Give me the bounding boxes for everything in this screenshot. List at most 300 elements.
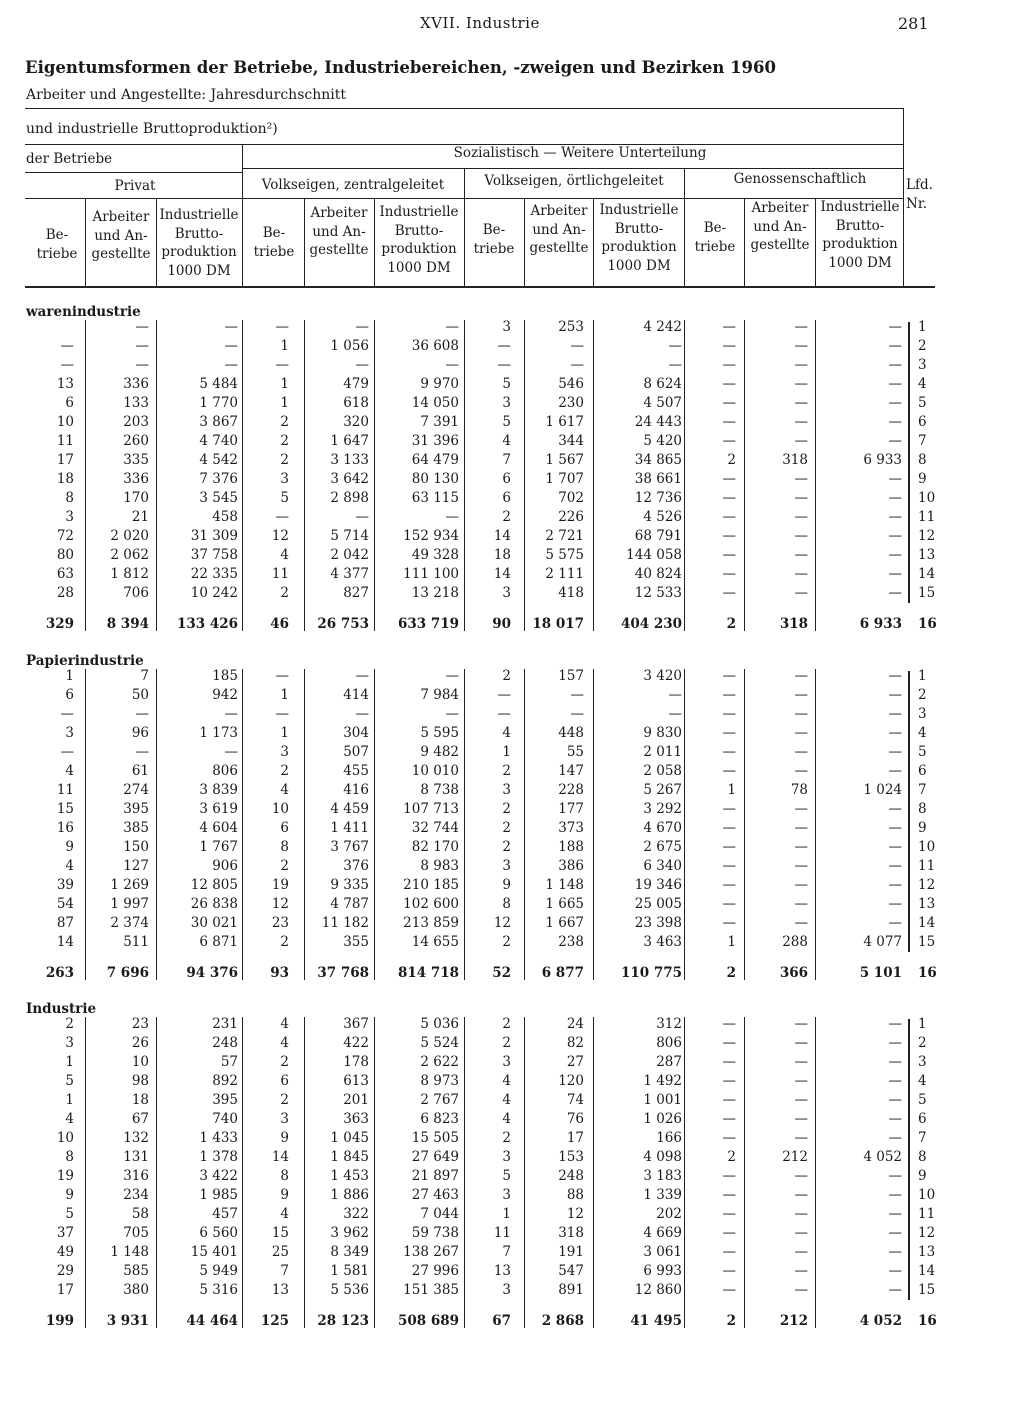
table-cell: 4 526	[643, 509, 682, 525]
table-cell: 1 148	[110, 1244, 149, 1260]
table-cell: 2	[280, 452, 289, 468]
table-cell: 64 479	[411, 452, 459, 468]
table-cell: 367	[343, 1016, 369, 1032]
table-cell: 11	[56, 782, 74, 798]
table-cell: 27 463	[411, 1187, 459, 1203]
table-cell: 23 398	[634, 915, 682, 931]
table-cell: —	[722, 763, 736, 779]
table-cell: 27 649	[411, 1149, 459, 1165]
table-cell: —	[497, 687, 511, 703]
table-cell: —	[722, 1282, 736, 1298]
table-cell: —	[722, 820, 736, 836]
table-cell: 10	[918, 490, 936, 506]
table-cell: 144 058	[626, 547, 682, 563]
table-cell: 7 376	[199, 471, 238, 487]
table-cell: 9 970	[420, 376, 459, 392]
table-cell: 10	[918, 1187, 936, 1203]
table-cell: 3 422	[199, 1168, 238, 1184]
table-cell: 13	[493, 1263, 511, 1279]
table-cell: —	[570, 338, 584, 354]
table-cell: 7 984	[420, 687, 459, 703]
header-zentral: Volkseigen, zentralgeleitet	[261, 177, 445, 193]
column-rule	[156, 669, 157, 980]
table-cell: 1 567	[545, 452, 584, 468]
table-cell: —	[794, 395, 808, 411]
table-cell: —	[888, 528, 902, 544]
table-cell: 2 042	[330, 547, 369, 563]
total-cell: 263	[45, 965, 74, 981]
table-cell: 3	[280, 744, 289, 760]
table-cell: 414	[343, 687, 369, 703]
table-cell: 68 791	[634, 528, 682, 544]
table-cell: —	[668, 687, 682, 703]
table-cell: 87	[56, 915, 74, 931]
total-cell: 199	[45, 1313, 74, 1329]
table-cell: —	[275, 357, 289, 373]
table-cell: —	[794, 433, 808, 449]
table-cell: 8	[502, 896, 511, 912]
total-cell: 3 931	[106, 1313, 149, 1329]
table-cell: —	[794, 915, 808, 931]
table-cell: 4	[65, 763, 74, 779]
table-cell: 4 377	[330, 566, 369, 582]
table-cell: —	[722, 668, 736, 684]
table-cell: 2 374	[110, 915, 149, 931]
table-cell: 7	[140, 668, 149, 684]
table-cell: 230	[558, 395, 584, 411]
table-cell: 1	[918, 1016, 927, 1032]
table-cell: 63	[56, 566, 74, 582]
table-cell: 2 675	[643, 839, 682, 855]
total-cell: 7 696	[106, 965, 149, 981]
table-cell: 63 115	[411, 490, 459, 506]
table-cell: —	[722, 319, 736, 335]
column-rule	[815, 320, 816, 631]
table-cell: 6	[918, 1111, 927, 1127]
table-cell: —	[445, 319, 459, 335]
table-cell: 457	[212, 1206, 238, 1222]
table-cell: 14	[918, 915, 936, 931]
table-cell: 8 349	[330, 1244, 369, 1260]
table-cell: 2	[502, 1130, 511, 1146]
table-cell: —	[888, 1206, 902, 1222]
table-cell: 318	[558, 1225, 584, 1241]
table-cell: 5	[918, 1092, 927, 1108]
table-cell: —	[722, 395, 736, 411]
table-cell: 5 595	[420, 725, 459, 741]
table-cell: 1	[502, 1206, 511, 1222]
rule-group-divider-1	[464, 168, 465, 286]
table-cell: 12 805	[190, 877, 238, 893]
table-cell: 23	[131, 1016, 149, 1032]
table-cell: —	[355, 319, 369, 335]
total-cell: 4 052	[859, 1313, 902, 1329]
table-cell: 248	[212, 1035, 238, 1051]
table-cell: 1 001	[643, 1092, 682, 1108]
table-cell: —	[497, 706, 511, 722]
table-cell: 49	[56, 1244, 74, 1260]
table-cell: 131	[123, 1149, 149, 1165]
table-cell: 28	[56, 585, 74, 601]
table-cell: —	[794, 896, 808, 912]
subtitle-bruttoproduktion: und industrielle Bruttoproduktion²)	[26, 121, 278, 137]
table-cell: 39	[56, 877, 74, 893]
table-cell: —	[722, 1016, 736, 1032]
table-cell: —	[668, 706, 682, 722]
table-cell: 1 026	[643, 1111, 682, 1127]
total-cell: 16	[918, 965, 937, 981]
table-cell: 1 045	[330, 1130, 369, 1146]
table-cell: 3 420	[643, 668, 682, 684]
lfd-rule	[908, 322, 910, 603]
table-cell: 385	[123, 820, 149, 836]
table-cell: 2 062	[110, 547, 149, 563]
column-rule	[374, 1017, 375, 1328]
table-cell: 15	[918, 934, 936, 950]
table-cell: 2	[280, 433, 289, 449]
table-cell: 4 098	[643, 1149, 682, 1165]
table-cell: 8	[280, 1168, 289, 1184]
table-cell: —	[60, 357, 74, 373]
header-betriebe-genossenschaftlich: Be- triebe	[694, 220, 736, 255]
table-cell: 12 533	[634, 585, 682, 601]
table-cell: —	[888, 668, 902, 684]
table-cell: 2	[65, 1016, 74, 1032]
section-title: Industrie	[26, 1001, 97, 1017]
table-cell: 18	[131, 1092, 149, 1108]
table-cell: —	[355, 668, 369, 684]
table-cell: —	[794, 1130, 808, 1146]
table-cell: 178	[343, 1054, 369, 1070]
table-cell: 9	[502, 877, 511, 893]
table-cell: 111 100	[403, 566, 459, 582]
lfd-rule	[908, 1019, 910, 1300]
table-cell: —	[445, 706, 459, 722]
table-cell: —	[888, 725, 902, 741]
table-cell: —	[888, 433, 902, 449]
column-rule	[593, 320, 594, 631]
table-cell: 8	[65, 1149, 74, 1165]
table-cell: 4	[918, 1073, 927, 1089]
table-cell: —	[722, 471, 736, 487]
table-cell: —	[794, 877, 808, 893]
table-cell: 3	[502, 395, 511, 411]
total-cell: 94 376	[186, 965, 238, 981]
table-cell: 320	[343, 414, 369, 430]
table-cell: —	[888, 376, 902, 392]
table-cell: 7	[502, 1244, 511, 1260]
total-cell: 6 933	[859, 616, 902, 632]
table-cell: —	[722, 528, 736, 544]
table-cell: 1 411	[330, 820, 369, 836]
table-cell: 4 670	[643, 820, 682, 836]
table-cell: 26	[131, 1035, 149, 1051]
table-cell: 15 401	[190, 1244, 238, 1260]
table-cell: 14	[56, 934, 74, 950]
table-cell: 1 647	[330, 433, 369, 449]
table-cell: 88	[566, 1187, 584, 1203]
table-cell: —	[722, 725, 736, 741]
table-cell: 3	[502, 319, 511, 335]
table-cell: 6 871	[199, 934, 238, 950]
table-cell: —	[794, 744, 808, 760]
total-cell: 2	[726, 965, 736, 981]
table-cell: —	[275, 668, 289, 684]
rule-header-2	[242, 168, 903, 169]
table-cell: 373	[558, 820, 584, 836]
table-cell: 2	[280, 585, 289, 601]
table-cell: —	[888, 1282, 902, 1298]
table-cell: 203	[123, 414, 149, 430]
total-cell: 133 426	[176, 616, 238, 632]
table-cell: 5 575	[545, 547, 584, 563]
table-cell: 2	[280, 1092, 289, 1108]
total-cell: 125	[260, 1313, 289, 1329]
total-cell: 18 017	[532, 616, 584, 632]
table-cell: —	[722, 1073, 736, 1089]
table-cell: —	[60, 338, 74, 354]
table-cell: 58	[131, 1206, 149, 1222]
total-cell: 93	[270, 965, 289, 981]
table-cell: 6	[65, 395, 74, 411]
table-cell: —	[794, 528, 808, 544]
table-cell: 19	[271, 877, 289, 893]
table-cell: 19 346	[634, 877, 682, 893]
table-cell: 1 378	[199, 1149, 238, 1165]
header-genossenschaftlich: Genossenschaftlich	[733, 171, 867, 187]
table-cell: 1	[280, 395, 289, 411]
table-cell: —	[888, 744, 902, 760]
table-cell: —	[794, 1263, 808, 1279]
table-cell: —	[794, 1035, 808, 1051]
table-cell: —	[794, 319, 808, 335]
table-cell: 288	[782, 934, 808, 950]
table-cell: —	[794, 839, 808, 855]
table-cell: 7	[918, 433, 927, 449]
table-cell: 132	[123, 1130, 149, 1146]
table-cell: 705	[123, 1225, 149, 1241]
table-cell: 150	[123, 839, 149, 855]
total-cell: 366	[779, 965, 808, 981]
table-cell: 107 713	[403, 801, 459, 817]
total-cell: 404 230	[620, 616, 682, 632]
table-cell: 17	[56, 452, 74, 468]
table-cell: 1 339	[643, 1187, 682, 1203]
header-produktion-privat: Industrielle Brutto- produktion 1000 DM	[159, 207, 239, 279]
table-cell: 5 949	[199, 1263, 238, 1279]
table-cell: —	[135, 357, 149, 373]
table-cell: 32 744	[411, 820, 459, 836]
table-cell: —	[570, 706, 584, 722]
table-cell: 4	[502, 1073, 511, 1089]
table-cell: 2 011	[643, 744, 682, 760]
table-cell: 13	[918, 547, 936, 563]
table-cell: 304	[343, 725, 369, 741]
section-title: warenindustrie	[26, 304, 141, 320]
rule-sub-6	[593, 198, 594, 286]
table-cell: 8	[280, 839, 289, 855]
column-rule	[156, 320, 157, 631]
table-cell: —	[722, 1035, 736, 1051]
table-cell: 2	[502, 839, 511, 855]
table-cell: 386	[558, 858, 584, 874]
total-cell: 814 718	[397, 965, 459, 981]
table-cell: 1 845	[330, 1149, 369, 1165]
table-cell: 740	[212, 1111, 238, 1127]
table-cell: 6	[65, 687, 74, 703]
table-cell: 120	[558, 1073, 584, 1089]
table-cell: 3 183	[643, 1168, 682, 1184]
table-cell: 3	[502, 1282, 511, 1298]
table-cell: 4	[280, 1206, 289, 1222]
table-cell: 7 044	[420, 1206, 459, 1222]
table-cell: —	[888, 1035, 902, 1051]
table-cell: 38 661	[634, 471, 682, 487]
table-cell: 1	[918, 319, 927, 335]
table-cell: 27 996	[411, 1263, 459, 1279]
table-cell: 5	[918, 395, 927, 411]
rule-sub-3	[304, 198, 305, 286]
table-cell: 80	[56, 547, 74, 563]
table-cell: —	[794, 338, 808, 354]
table-cell: 72	[56, 528, 74, 544]
table-cell: 1	[65, 1092, 74, 1108]
table-cell: 17	[56, 1282, 74, 1298]
table-cell: 806	[656, 1035, 682, 1051]
column-rule	[593, 1017, 594, 1328]
table-cell: 14 655	[411, 934, 459, 950]
table-cell: —	[888, 1168, 902, 1184]
table-cell: —	[794, 1111, 808, 1127]
header-arbeiter-oertlich: Arbeiter und An- gestellte	[529, 203, 589, 256]
table-cell: 2	[918, 338, 927, 354]
table-cell: 19	[56, 1168, 74, 1184]
table-cell: —	[888, 877, 902, 893]
table-cell: 10 242	[190, 585, 238, 601]
table-cell: —	[888, 585, 902, 601]
total-cell: 90	[492, 616, 511, 632]
total-cell: 52	[492, 965, 511, 981]
table-cell: 15	[918, 585, 936, 601]
table-cell: 942	[212, 687, 238, 703]
table-cell: —	[722, 687, 736, 703]
table-cell: 7 391	[420, 414, 459, 430]
table-cell: 5 267	[643, 782, 682, 798]
table-cell: —	[570, 357, 584, 373]
table-cell: 5 536	[330, 1282, 369, 1298]
table-cell: 5 036	[420, 1016, 459, 1032]
table-cell: —	[722, 858, 736, 874]
table-cell: 8 973	[420, 1073, 459, 1089]
table-cell: 8	[918, 801, 927, 817]
table-cell: 13	[56, 376, 74, 392]
table-cell: 827	[343, 585, 369, 601]
table-cell: —	[888, 1244, 902, 1260]
table-cell: 13	[271, 1282, 289, 1298]
table-cell: 1	[918, 668, 927, 684]
table-cell: 2	[502, 763, 511, 779]
table-cell: 11	[918, 509, 936, 525]
table-cell: 55	[566, 744, 584, 760]
table-cell: —	[722, 357, 736, 373]
table-cell: 12	[918, 877, 936, 893]
table-cell: 191	[558, 1244, 584, 1260]
table-cell: 57	[220, 1054, 238, 1070]
table-cell: 2 767	[420, 1092, 459, 1108]
table-cell: 2	[918, 1035, 927, 1051]
table-cell: —	[722, 801, 736, 817]
table-cell: 395	[123, 801, 149, 817]
table-cell: —	[888, 687, 902, 703]
table-cell: 2	[280, 934, 289, 950]
table-cell: 59 738	[411, 1225, 459, 1241]
table-cell: 8	[65, 490, 74, 506]
table-cell: —	[445, 668, 459, 684]
table-cell: —	[722, 376, 736, 392]
table-cell: 1 581	[330, 1263, 369, 1279]
table-cell: 3 061	[643, 1244, 682, 1260]
table-cell: —	[722, 490, 736, 506]
table-cell: 188	[558, 839, 584, 855]
table-cell: 12 860	[634, 1282, 682, 1298]
table-cell: 15	[271, 1225, 289, 1241]
table-cell: 3	[502, 782, 511, 798]
header-arbeiter-zentral: Arbeiter und An- gestellte	[309, 205, 369, 258]
table-cell: 418	[558, 585, 584, 601]
table-cell: 2	[918, 687, 927, 703]
table-cell: 6 823	[420, 1111, 459, 1127]
section-title: Papierindustrie	[26, 653, 144, 669]
total-cell: 508 689	[397, 1313, 459, 1329]
table-cell: 380	[123, 1282, 149, 1298]
table-cell: 11	[493, 1225, 511, 1241]
table-cell: —	[135, 744, 149, 760]
table-cell: 3	[918, 1054, 927, 1070]
table-cell: 1 024	[863, 782, 902, 798]
table-cell: —	[275, 319, 289, 335]
table-cell: 2	[727, 452, 736, 468]
table-cell: 61	[131, 763, 149, 779]
table-cell: 1	[65, 668, 74, 684]
table-cell: 4 052	[863, 1149, 902, 1165]
table-cell: 316	[123, 1168, 149, 1184]
table-cell: —	[888, 915, 902, 931]
table-cell: 5 714	[330, 528, 369, 544]
table-cell: 3 133	[330, 452, 369, 468]
table-cell: 15	[56, 801, 74, 817]
table-cell: 210 185	[403, 877, 459, 893]
table-cell: —	[224, 706, 238, 722]
table-cell: 8	[918, 1149, 927, 1165]
table-cell: 1 707	[545, 471, 584, 487]
table-cell: 4	[280, 1016, 289, 1032]
table-cell: —	[722, 1054, 736, 1070]
rule-sub-4	[374, 198, 375, 286]
table-cell: 138 267	[403, 1244, 459, 1260]
table-cell: 702	[558, 490, 584, 506]
table-cell: —	[722, 433, 736, 449]
table-cell: 1 886	[330, 1187, 369, 1203]
table-cell: —	[722, 1225, 736, 1241]
table-cell: 4 459	[330, 801, 369, 817]
table-cell: 2	[727, 1149, 736, 1165]
table-cell: 147	[558, 763, 584, 779]
table-cell: 14 050	[411, 395, 459, 411]
total-cell: 2	[726, 616, 736, 632]
table-cell: 3 839	[199, 782, 238, 798]
table-cell: 78	[790, 782, 808, 798]
table-cell: 49 328	[411, 547, 459, 563]
